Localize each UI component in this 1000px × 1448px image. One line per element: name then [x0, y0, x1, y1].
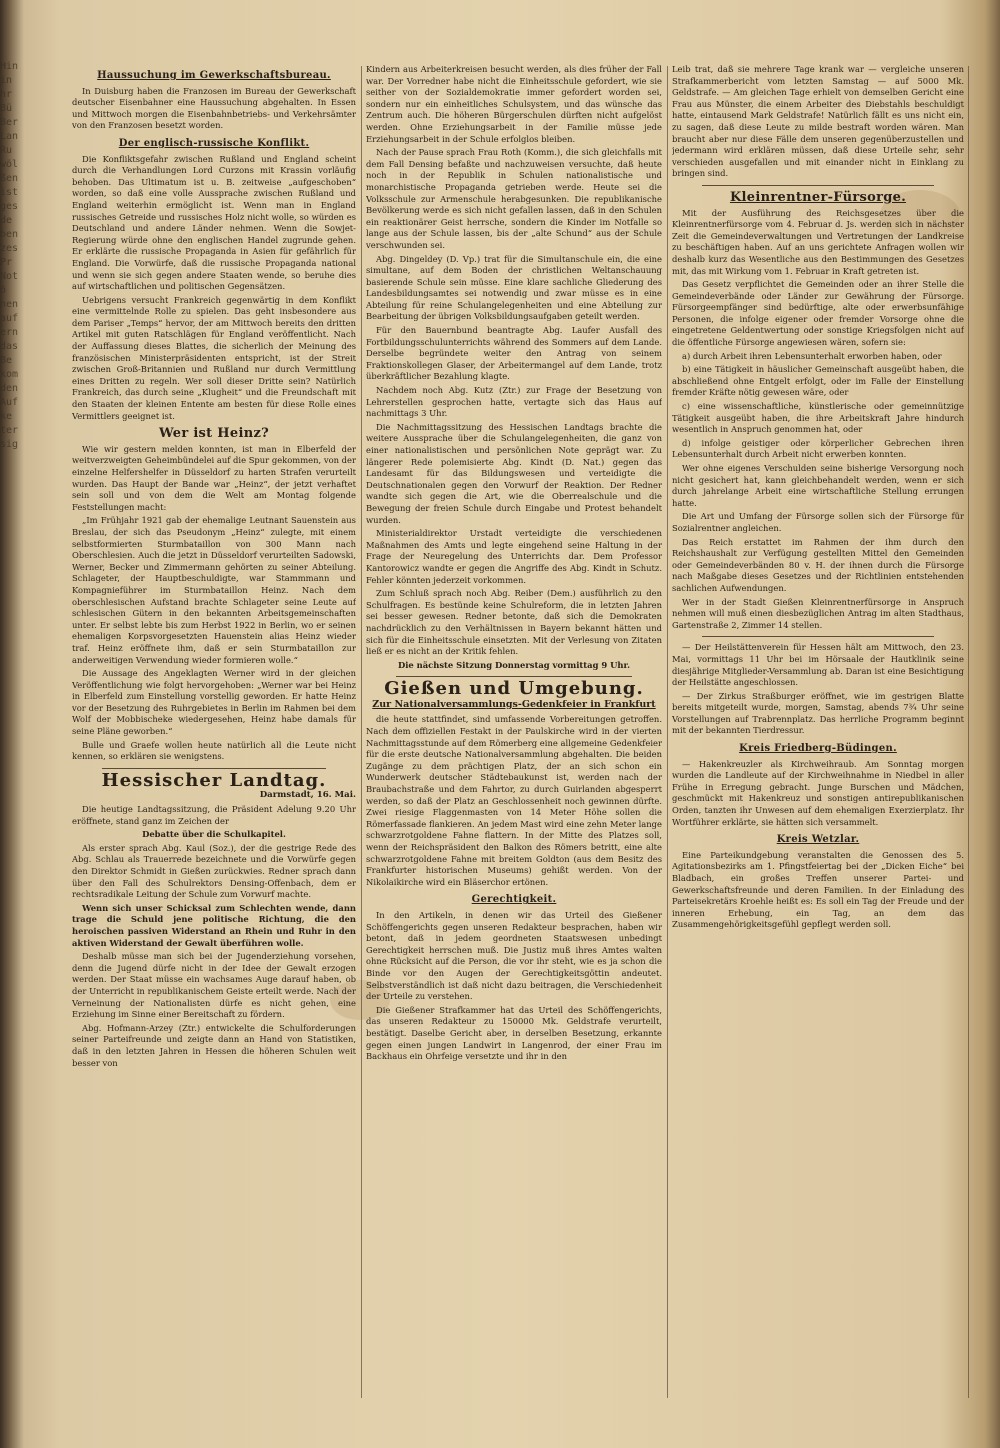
article-paragraph: Abg. Dingeldey (D. Vp.) trat für die Simultanschule ein, die eine simultane, auf dem Boden der christlichen Weltanschauung basierende Schule sein müsse. Eine klare sachliche Gliederung des Landesbildungsamtes sei notwendig und zwar müsse es in eine Abteilung für reine Schulangelegenheiten und eine Abteilung zur Bearbeitung der übrigen Volksbildungsaufgaben geteilt werden. — [366, 253, 662, 322]
edge-fragment: Bü — [0, 103, 13, 114]
article-paragraph: Nach der Pause sprach Frau Roth (Komm.), die sich gleichfalls mit dem Fall Densing befaßte und nachzuweisen versuchte, daß heute noch in der Republik in Schulen nationalistische und monarchistische Propaganda getrieben werde. Heute sei die Volksschule zur Armenschule herabgesunken. Die republikanische Bevölkerung werde es sich nicht gefallen lassen, daß in den Schulen ein reaktionärer Geist herrsche, sondern die Kinder im Notfalle so lange aus der Schule lassen, bis der „alte Schund“ aus der Schule verschwunden sei. — [366, 147, 662, 250]
separator — [102, 768, 326, 769]
article-paragraph: Uebrigens versucht Frankreich gegenwärtig in dem Konflikt eine vermittelnde Rolle zu spielen. Das geht insbesondere aus dem Pariser „Temps“ hervor, der am Mittwoch bereits den dritten Artikel mit guten Ratschlägen für England veröffentlicht. Nach der Auffassung dieses Blattes, die sicherlich der Meinung des französischen Ministerpräsidenten entspricht, ist der Streit zwischen Groß-Britannien und Rußland nur durch Vermittlung eines Dritten zu regeln. Wer soll dieser Dritte sein? Natürlich Frankreich, das durch seine „Klugheit“ und die Freundschaft mit den Staaten der kleinen Entente am besten für diese Rolle eines Vermittlers geeignet ist. — [72, 294, 356, 421]
column-rule — [968, 66, 969, 1398]
edge-fragment: Pr — [0, 257, 13, 268]
article-paragraph: die heute stattfindet, sind umfassende Vorbereitungen getroffen. Nach dem offiziellen Festakt in der Paulskirche wird in der vierten Nachmittagsstunde auf dem Römerberg eine allgemeine Gedenkfeier für die erste deutsche Nationalversammlung abgehalten. Die beiden Zugänge zu dem prächtigen Platz, der an sich schon ein Wunderwerk deutscher Städtebaukunst ist, werden nach der Braubachstraße und dem Fahrtor, zu durch Guirlanden abgesperrt werden, so daß der Platz an Geschlossenheit noch gewinnen dürfte. Zwei riesige Flaggenmasten von 14 Meter Höhe sollen die Römerfassade flankieren. An jedem Mast wird eine zehn Meter lange schwarzrotgoldene Fahne flattern. In der Mitte des Platzes soll, wenn der Reichspräsident den Balkon des Römers betritt, eine alte schwarzrotgoldene Fahne mit breitem Goldton (aus dem Besitz des Frankfurter historischen Museums) gehißt werden. Von der Nikolaikirche wird ein Bläserchor ertönen. — [366, 714, 662, 887]
article-paragraph: In den Artikeln, in denen wir das Urteil des Gießener Schöffengerichts gegen unseren Redakteur besprachen, haben wir betont, daß in jedem geordneten Staatswesen unbedingt Gerechtigkeit herrschen muß. Die Justiz muß ihres Amtes walten ohne Rücksicht auf die Person, die vor ihr steht, wie es ja schon die Binde vor den Augen der Gerechtigkeitsgöttin andeutet. Selbstverständlich ist daß nicht dazu beitragen, die Verschiedenheit der Urteile zu verstehen. — [366, 909, 662, 1002]
article-paragraph: — Der Zirkus Straßburger eröffnet, wie im gestrigen Blatte bereits mitgeteilt wurde, morgen, Samstag, abends 7¾ Uhr seine Vorstellungen auf Trabrennplatz. Das herrliche Programm beginnt mit der bekannten Tierdressur. — [672, 690, 964, 736]
edge-fragment: kom — [0, 369, 19, 380]
edge-fragment: ßen — [0, 173, 19, 184]
headline-wetzlar: Kreis Wetzlar. — [776, 834, 860, 846]
adjacent-page-edge — [0, 60, 42, 1360]
article-paragraph: Die Nachmittagssitzung des Hessischen Landtags brachte die weitere Aussprache über die Schulangelegenheiten, die ganz von einer nationalistischen und persönlichen Note geprägt war. Zu längerer Rede polemisierte Abg. Kindt (D. Nat.) gegen das Landesamt für das Bildungswesen und verteidigte die Deutschnationalen gegen den Vorwurf der Reaktion. Der Redner wandte sich gegen die Art, wie die Oberrealschule und die Bewegung der freien Schule durch Eingabe und Protest behandelt wurden. — [366, 421, 662, 525]
dateline: Darmstadt, 16. Mai. — [259, 790, 356, 801]
headline-giessen: Gießen und Umgebung. — [384, 678, 644, 700]
edge-fragment: ges — [0, 201, 19, 212]
next-session-note: Die nächste Sitzung Donnerstag vormittag 9 Uhr. — [397, 659, 631, 670]
article-paragraph: Für den Bauernbund beantragte Abg. Laufer Ausfall des Fortbildungsschulunterrichts während des Sommers auf dem Lande. Derselbe begründete weiter den Antrag von seinem Fraktionskollegen Glaser, der Arbeitermangel auf dem Lande, trotz überkräftlicher Bezahlung klagte. — [366, 325, 662, 382]
edge-fragment: ter — [0, 425, 19, 436]
column-rule — [667, 66, 668, 1398]
article-paragraph: Wie wir gestern melden konnten, ist man in Elberfeld der weitverzweigten Geheimbündelei auf die Spur gekommen, von der einzelne Helfershelfer in Düsseldorf zu harten Strafen verurteilt wurden. Das Haupt der Bande war „Heinz“, der jetzt verhaftet sein soll und von dem die Welt am Montag folgende Feststellungen macht: — [72, 443, 356, 512]
list-item: d) infolge geistiger oder körperlicher Gebrechen ihren Lebensunterhalt durch Arbeit nicht erwerben konnten. — [672, 437, 964, 460]
article-paragraph: Die Art und Umfang der Fürsorge sollen sich der Fürsorge für Sozialrentner angleichen. — [672, 511, 964, 533]
edge-fragment: hr — [0, 89, 13, 100]
edge-fragment: zes — [0, 243, 19, 254]
headline-heinz: Wer ist Heinz? — [158, 426, 270, 442]
article-paragraph: Das Reich erstattet im Rahmen der ihm durch den Reichshaushalt zur Verfügung gestellten Mittel den Gemeinden oder Gemeindeverbänden 80 v. H. der ihnen durch die Fürsorge nach Maßgabe dieses Gesetzes und der Richtlinien entstehenden sachlichen Aufwendungen. — [672, 536, 964, 593]
article-paragraph: Die Aussage des Angeklagten Werner wird in der gleichen Veröffentlichung wie folgt hervorgehoben: „Werner war bei Heinz in Elberfeld zum Einstellung vorstellig geworden. Er hatte Heinz vor der Besetzung des Ruhrgebietes in Berlin im Rahmen bei dem Wolf der Mobbischeke wiedergesehen, Heinz habe damals für seine Pläne geworben.“ — [72, 668, 356, 737]
article-paragraph: — Hakenkreuzler als Kirchweihraub. Am Sonntag morgen wurden die Landleute auf der Kirchweihnahme in Niedbel in aller Frühe in Erregung gebracht. Junge Burschen und Mädchen, geschmückt mit Hakenkreuz und sonstigen antirepublikanischen Orden, tanzten ihr Unwesen auf dem ehemaligen Exerzierplatz. Ihr Wortführer erklärte, sie hätten sich versammelt. — [672, 758, 964, 827]
article-paragraph: Zum Schluß sprach noch Abg. Reiber (Dem.) ausführlich zu den Schulfragen. Es bestünde keine Schulreform, die in letzten Jahren sei besser gewesen. Redner betonte, daß sich die Demokraten nachdrücklich zu den Verhältnissen in Bayern bekannt hätten und sich für die Einheitsschule einsetzten. Mit der Verlesung von Zitaten ließ er es nicht an der Kritik fehlen. — [366, 588, 662, 657]
edge-fragment: Ru — [0, 145, 13, 156]
headline-frankfurt: Zur Nationalversammlungs-Gedenkfeier in Frankfurt — [372, 698, 656, 710]
edge-fragment: auf — [0, 313, 19, 324]
article-paragraph: Wer ohne eigenes Verschulden seine bisherige Versorgung noch nicht gesichert hat, kann gleichbehandelt werden, wenn er sich durch jahrelange Arbeit eine wirtschaftliche Stellung errungen hatte. — [672, 463, 964, 508]
article-paragraph: Deshalb müsse man sich bei der Jugenderziehung vorsehen, denn die Jugend dürfe nicht in der Idee der Gewalt erzogen werden. Der Staat müsse ein wachsames Auge darauf haben, ob der Unterricht in republikanischem Geiste erteilt werde. Nach der Verneinung der Nationalisten dürfe es nicht gehen, eine Erziehung im Sinne einer Bereitschaft zu fördern. — [72, 951, 356, 1020]
article-paragraph: Wer in der Stadt Gießen Kleinrentnerfürsorge in Anspruch nehmen will muß einen diesbezüglichen Antrag im alten Stadthaus, Gartenstraße 2, Zimmer 14 stellen. — [672, 596, 964, 630]
article-paragraph: Ministerialdirektor Urstadt verteidigte die verschiedenen Maßnahmen des Amts und legte eingehend seine Haltung in der Frage der Neuregelung des Unterrichts dar. Dem Professor Kantorowicz wandte er gegen die Angriffe des Abg. Kindt in Schutz. Fehler könnten jederzeit vorkommen. — [366, 528, 662, 585]
headline-landtag: Hessischer Landtag. — [101, 769, 327, 791]
article-paragraph: Die Konfliktsgefahr zwischen Rußland und England scheint durch die Verhandlungen Lord Curzons mit Krassin vorläufig behoben. Das Ultimatum ist u. B. zeitweise „aufgeschoben“ worden, so daß eine volle Aussprache zwischen Rußland und England weiterhin ermöglicht ist. Wenn man in England russisches Getreide und russisches Holz nicht wolle, so würden es Deutschland und andere Länder nehmen. Wenn die Sowjet-Regierung würde ohne den englischen Handel zugrunde gehen. Er erklärte die russische Propaganda in Asien für gefährlich für England. Die Vorwürfe, daß die russische Propaganda national und wenn sie sich gegen andere Staaten wende, so beruhe dies auf wirtschaftlichen und politischen Gegensätzen. — [72, 153, 356, 292]
article-paragraph: Bulle und Graefe wollen heute natürlich all die Leute nicht kennen, so erklären sie wenigstens. — [72, 739, 356, 762]
list-item: a) durch Arbeit ihren Lebensunterhalt erworben haben, oder — [682, 350, 942, 361]
article-paragraph: Nachdem noch Abg. Kutz (Ztr.) zur Frage der Besetzung von Lehrerstellen gesprochen hatte, vertagte sich das Haus auf nachmittags 3 Uhr. — [366, 385, 662, 419]
separator — [396, 676, 632, 677]
edge-fragment: nen — [0, 299, 19, 310]
column-3 — [672, 64, 964, 1408]
edge-fragment: Not — [0, 271, 19, 282]
edge-fragment: ö — [0, 285, 7, 296]
article-paragraph: Als erster sprach Abg. Kaul (Soz.), der die gestrige Rede des Abg. Schlau als Trauerrede bezeichnete und die Vorwürfe gegen den Direktor Schmidt in Gießen zurückwies. Redner sprach dann über den Fall des Schulrektors Densing-Offenbach, dem er rechtsradikale Leitung der Schule zum Vorwurf machte. — [72, 842, 356, 900]
edge-fragment: Be — [0, 355, 13, 366]
article-paragraph: „Im Frühjahr 1921 gab der ehemalige Leutnant Sauenstein aus Breslau, der sich das Pseudonym „Heinz“ zulegte, mit einem selbstformierten Sturmbataillon von 300 Mann nach Oberschlesien. Auch die jetzt in Düsseldorf verurteilten Sadowski, Werner, Becker und Zimmermann gehörten zu seiner Abteilung. Schlageter, der Hauptbeschuldigte, war Stammmann und Kompagnieführer im Sturmbataillon Heinz. Nach dem oberschlesischen Aufstand brachte Schlageter seine Leute auf schlesischen Gütern in den bekannten Arbeitsgemeinschaften unter. Er selbst lebte bis zum Herbst 1922 in Berlin, wo er seinen ehemaligen Korpsvorgesetzten Hauenstein alias Heinz wieder traf. Heinz eröffnete ihm, daß er sein Sturmbataillon zur anderweitigen Verwendung wieder formieren wolle.“ — [72, 515, 356, 665]
edge-fragment: wöl — [0, 159, 19, 170]
list-item: c) eine wissenschaftliche, künstlerische oder gemeinnützige Tätigkeit ausgeübt haben, die ihre Arbeitskraft Jahre hindurch wesentlich in Anspruch genommen hat, oder — [672, 401, 964, 435]
edge-fragment: ke — [0, 411, 13, 422]
article-paragraph: Abg. Hofmann-Arzey (Ztr.) entwickelte die Schulforderungen seiner Parteifreunde und zeigte dann an Hand von Statistiken, daß in den letzten Jahren in Hessen die höheren Schulen weit besser von — [72, 1022, 356, 1068]
article-paragraph: — Der Heilstättenverein für Hessen hält am Mittwoch, den 23. Mai, vormittags 11 Uhr bei im Hörsaale der Hautklinik seine diesjährige Mitglieder-Versammlung ab. Daran ist eine Besichtigung der Heilstätte angeschlossen. — [672, 642, 964, 688]
article-paragraph: Leib trat, daß sie mehrere Tage krank war — vergleiche unseren Strafkammerbericht vom letzten Samstag — auf 5000 Mk. Geldstrafe. — Am gleichen Tage erhielt von demselben Gericht eine Frau aus Münster, die einem Arbeiter des Diebstahls beschuldigt hatte, eintausend Mark Geldstrafe! Natürlich fällt es uns nicht ein, zu sagen, daß diese Leute zu milde bestraft worden wären. Man braucht aber nur diese Fälle dem unseren gegenüberzustellen und jedermann wird erklären müssen, daß diese Urteile sehr, sehr verschieden ausgefallen und mit einander nicht in Einklang zu bringen sind. — [672, 64, 964, 179]
edge-fragment: ist — [0, 187, 19, 198]
article-paragraph: Eine Parteikundgebung veranstalten die Genossen des 5. Agitationsbezirks am 1. Pfingstfeiertag bei der „Dicken Eiche“ bei Bladbach, ein großes Treffen unserer Partei- und Gewerkschaftsfreunde und deren Familien. In der Einladung des Parteisekretärs Kroehle heißt es: Es soll ein Tag der Freude und der inneren Erhebung, ein Tag, an dem das Zusammengehörigkeitsgefühl gepflegt werden soll. — [672, 849, 964, 930]
column-1 — [72, 64, 356, 1408]
edge-fragment: sig — [0, 439, 19, 450]
headline-gerechtigkeit: Gerechtigkeit. — [471, 894, 557, 906]
edge-fragment: Lan — [0, 131, 19, 142]
list-item: b) eine Tätigkeit in häuslicher Gemeinschaft ausgeübt haben, die abschließend ohne Entgelt erfolgt, oder im Falle der Einstellung fremder Kräfte nötig gewesen wäre, oder — [672, 364, 964, 398]
edge-fragment: Ber — [0, 117, 19, 128]
article-paragraph: Das Gesetz verpflichtet die Gemeinden oder an ihrer Stelle die Gemeindeverbände oder Länder zur Gewährung der Fürsorge. Fürsorgeempfänger sind bedürftige, alte oder erwerbsunfähige Personen, die infolge eigener oder fremder Vorsorge ohne die eingetretene Geldentwertung oder sonstige Kriegsfolgen nicht auf die öffentliche Fürsorge angewiesen wären, sofern sie: — [672, 279, 964, 348]
column-rule — [361, 66, 362, 1398]
article-paragraph: Die heutige Landtagssitzung, die Präsident Adelung 9.20 Uhr eröffnete, stand ganz im Zeichen der — [72, 804, 356, 826]
edge-fragment: in — [0, 75, 13, 86]
edge-fragment: Auf — [0, 397, 19, 408]
article-paragraph: In Duisburg haben die Franzosen im Bureau der Gewerkschaft deutscher Eisenbahner eine Haussuchung abgehalten. In Essen und Mittwoch morgen die Eisenbahnbetriebs- und Verkehrsämter von den Franzosen besetzt worden. — [72, 85, 356, 131]
column-2 — [366, 64, 662, 1408]
article-paragraph: Mit der Ausführung des Reichsgesetzes über die Kleinrentnerfürsorge vom 4. Februar d. Js. werden sich in nächster Zeit die Gemeindeverwaltungen und Vertretungen der Landkreise zu beschäftigen haben. Auf an uns gerichtete Anfragen wollen wir deshalb kurz das Wesentliche aus den Bestimmungen des Gesetzes mit, das mit Wirkung vom 1. Februar in Kraft getreten ist. — [672, 207, 964, 276]
debate-heading: Debatte über die Schulkapitel. — [142, 829, 286, 840]
article-paragraph: Die Gießener Strafkammer hat das Urteil des Schöffengerichts, das unseren Redakteur zu 150000 Mk. Geldstrafe verurteilt, bestätigt. Daselbe Gericht aber, in derselben Besetzung, erkannte gegen einen jungen Landwirt in Langenrod, der einer Frau im Backhaus ein Ohrfeige versetzte und ihr in den — [366, 1004, 662, 1062]
edge-fragment: de — [0, 215, 13, 226]
edge-fragment: ern — [0, 327, 19, 338]
headline-friedberg: Kreis Friedberg-Büdingen. — [739, 743, 897, 755]
headline-kleinrentner: Kleinrentner-Fürsorge. — [729, 189, 907, 205]
edge-fragment: ben — [0, 229, 19, 240]
separator — [702, 636, 934, 637]
article-paragraph-bold: Wenn sich unser Schicksal zum Schlechten wende, dann trage die Schuld jene politische Richtung, die den heroischen passiven Widerstand an Rhein und Ruhr in den aktiven Widerstand der Gewalt überführen wolle. — [72, 902, 356, 948]
headline-konflikt: Der englisch-russische Konflikt. — [118, 137, 310, 149]
article-paragraph: Kindern aus Arbeiterkreisen besucht werden, als dies früher der Fall war. Der Vorredner habe nicht die Einheitsschule gefordert, wie sie seither von der Sozialdemokratie immer gefordert worden sei, sondern nur ein einheitliches Schulsystem, und das wünsche das Zentrum auch. Die höheren Bürgerschulen dürften nicht aufgelöst werden. Ohne Erziehungsarbeit in der Familie müsse jede Erziehungsarbeit in der Schule erfolglos bleiben. — [366, 64, 662, 144]
edge-fragment: das — [0, 341, 19, 352]
edge-fragment: Hin — [0, 61, 19, 72]
separator — [702, 185, 934, 186]
edge-fragment: den — [0, 383, 19, 394]
headline-haussuchung: Haussuchung im Gewerkschaftsbureau. — [97, 70, 331, 81]
